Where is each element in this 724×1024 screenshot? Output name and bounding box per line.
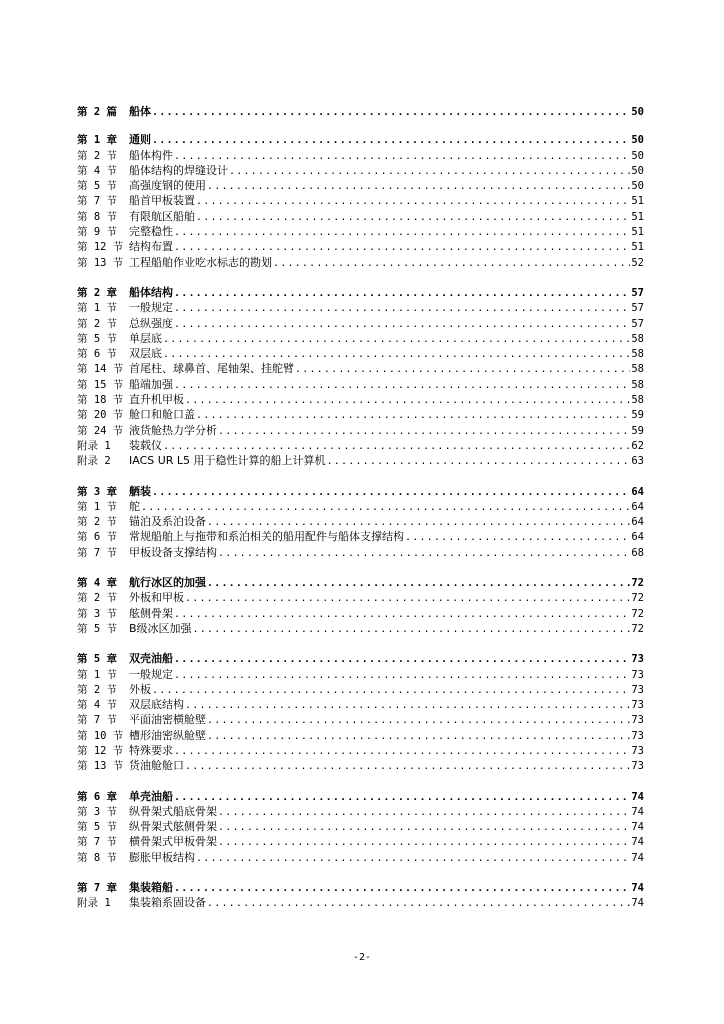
toc-entry-row[interactable]	[77, 193, 644, 208]
toc-entry-row[interactable]	[77, 895, 644, 910]
toc-heading-row[interactable]	[77, 285, 644, 300]
toc-entry-page: 58	[631, 363, 644, 376]
toc-heading-row[interactable]	[77, 104, 644, 119]
toc-entry-page: 64	[631, 531, 644, 544]
toc-entry-title: 双层底结构	[129, 698, 184, 712]
toc-entry-label: 第 18 节	[77, 394, 124, 407]
toc-entry-page: 50	[631, 134, 644, 147]
toc-dot-leader	[207, 576, 630, 590]
toc-entry-label: 第 2 章	[77, 286, 117, 299]
toc-entry-page: 51	[631, 210, 644, 223]
toc-entry-title: 总纵强度	[129, 316, 173, 330]
toc-heading-row[interactable]	[77, 789, 644, 804]
toc-entry-page: 73	[631, 760, 644, 773]
toc-entry-page: 73	[631, 683, 644, 696]
toc-entry-label: 第 2 节	[77, 149, 117, 162]
toc-entry-label: 第 5 节	[77, 332, 117, 345]
toc-entry-row[interactable]	[77, 255, 644, 270]
toc-entry-row[interactable]	[77, 392, 644, 407]
table-of-contents	[77, 104, 644, 926]
toc-dot-leader	[163, 332, 630, 346]
toc-entry-title: 完整稳性	[129, 225, 173, 239]
toc-entry-row[interactable]	[77, 316, 644, 331]
toc-entry-page: 74	[631, 821, 644, 834]
toc-entry-label: 第 13 节	[77, 760, 124, 773]
toc-entry-page: 72	[631, 577, 644, 590]
toc-entry-row[interactable]	[77, 590, 644, 605]
toc-heading-row[interactable]	[77, 651, 644, 666]
toc-entry-label: 第 4 节	[77, 699, 117, 712]
toc-entry-label: 第 7 节	[77, 546, 117, 559]
toc-entry-label: 第 8 节	[77, 851, 117, 864]
toc-group	[77, 484, 644, 560]
toc-entry-row[interactable]	[77, 819, 644, 834]
toc-heading-row[interactable]	[77, 484, 644, 499]
toc-dot-leader	[196, 194, 630, 208]
toc-entry-title: 纵骨架式船底骨架	[129, 804, 217, 818]
toc-dot-leader	[218, 835, 630, 849]
toc-entry-page: 51	[631, 195, 644, 208]
toc-entry-row[interactable]	[77, 712, 644, 727]
toc-entry-page: 59	[631, 424, 644, 437]
toc-entry-title: 结构布置	[129, 240, 173, 254]
toc-dot-leader	[207, 729, 630, 743]
toc-entry-row[interactable]	[77, 514, 644, 529]
toc-entry-label: 第 12 节	[77, 241, 124, 254]
toc-entry-title: 槽形油密纵舱壁	[129, 728, 206, 742]
toc-entry-page: 58	[631, 394, 644, 407]
toc-entry-label: 第 3 节	[77, 805, 117, 818]
toc-entry-page: 50	[631, 180, 644, 193]
toc-dot-leader	[174, 286, 630, 300]
toc-entry-label: 第 8 节	[77, 210, 117, 223]
toc-entry-label: 附录 2	[77, 455, 111, 468]
toc-dot-leader	[207, 515, 630, 529]
toc-entry-row[interactable]	[77, 331, 644, 346]
toc-dot-leader	[218, 546, 630, 560]
toc-entry-page: 74	[631, 851, 644, 864]
toc-heading-row[interactable]	[77, 575, 644, 590]
toc-dot-leader	[295, 362, 630, 376]
toc-dot-leader	[174, 790, 630, 804]
toc-entry-page: 73	[631, 714, 644, 727]
page-number: -2-	[352, 952, 372, 963]
toc-entry-row[interactable]	[77, 667, 644, 682]
toc-entry-label: 第 13 节	[77, 256, 124, 269]
toc-entry-label: 第 7 节	[77, 836, 117, 849]
toc-entry-page: 72	[631, 622, 644, 635]
toc-entry-title: 外板	[129, 682, 151, 696]
toc-dot-leader	[207, 179, 630, 193]
toc-entry-page: 52	[631, 256, 644, 269]
toc-entry-row[interactable]	[77, 178, 644, 193]
toc-heading-row[interactable]	[77, 132, 644, 147]
toc-entry-title: 船体结构的焊缝设计	[129, 163, 228, 177]
toc-entry-label: 第 5 节	[77, 821, 117, 834]
toc-entry-label: 第 6 章	[77, 790, 117, 803]
toc-entry-title: 一般规定	[129, 301, 173, 315]
toc-entry-label: 第 14 节	[77, 363, 124, 376]
toc-dot-leader	[185, 393, 630, 407]
toc-entry-label: 第 7 章	[77, 882, 117, 895]
toc-entry-title: 甲板设备支撑结构	[129, 545, 217, 559]
toc-dot-leader	[163, 439, 630, 453]
toc-entry-page: 58	[631, 332, 644, 345]
toc-dot-leader	[174, 607, 630, 621]
toc-dot-leader	[174, 149, 630, 163]
toc-dot-leader	[207, 713, 630, 727]
toc-entry-row[interactable]	[77, 438, 644, 453]
toc-dot-leader	[174, 744, 630, 758]
toc-entry-label: 第 4 节	[77, 164, 117, 177]
toc-entry-title: 单壳油船	[129, 789, 173, 803]
toc-entry-label: 第 1 节	[77, 668, 117, 681]
toc-entry-title: 船体结构	[129, 285, 173, 299]
toc-entry-label: 第 5 章	[77, 653, 117, 666]
toc-dot-leader	[218, 820, 630, 834]
toc-dot-leader	[196, 851, 630, 865]
toc-entry-label: 第 3 节	[77, 607, 117, 620]
toc-entry-row[interactable]	[77, 529, 644, 544]
toc-entry-page: 72	[631, 607, 644, 620]
toc-entry-title: 舵	[129, 499, 140, 513]
toc-entry-label: 第 7 节	[77, 195, 117, 208]
toc-entry-title: B级冰区加强	[129, 621, 192, 635]
toc-entry-label: 第 9 节	[77, 226, 117, 239]
toc-entry-page: 50	[631, 106, 644, 118]
toc-entry-title: 外板和甲板	[129, 591, 184, 605]
toc-entry-label: 第 3 章	[77, 485, 117, 498]
toc-entry-title: 工程船舶作业吃水标志的勘划	[129, 255, 272, 269]
toc-entry-row[interactable]	[77, 682, 644, 697]
toc-entry-row[interactable]	[77, 163, 644, 178]
toc-entry-page: 63	[631, 455, 644, 468]
toc-entry-label: 第 2 节	[77, 516, 117, 529]
toc-entry-row[interactable]	[77, 453, 644, 468]
toc-entry-label: 第 5 节	[77, 622, 117, 635]
toc-entry-label: 第 2 节	[77, 592, 117, 605]
toc-dot-leader	[196, 210, 630, 224]
toc-entry-row[interactable]	[77, 697, 644, 712]
toc-group	[77, 880, 644, 911]
toc-entry-page: 74	[631, 882, 644, 895]
toc-entry-title: 双壳油船	[129, 652, 173, 666]
toc-entry-title: 有限航区船舶	[129, 209, 195, 223]
toc-entry-page: 74	[631, 790, 644, 803]
toc-group	[77, 104, 644, 270]
toc-dot-leader	[174, 301, 630, 315]
toc-entry-label: 第 5 节	[77, 180, 117, 193]
toc-dot-leader	[229, 164, 630, 178]
toc-dot-leader	[405, 530, 630, 544]
toc-entry-row[interactable]	[77, 423, 644, 438]
toc-entry-row[interactable]	[77, 377, 644, 392]
toc-dot-leader	[273, 256, 630, 270]
toc-entry-page: 51	[631, 226, 644, 239]
toc-entry-page: 74	[631, 836, 644, 849]
toc-entry-row[interactable]	[77, 834, 644, 849]
toc-entry-title: 货油舱舱口	[129, 759, 184, 773]
toc-dot-leader	[152, 683, 630, 697]
toc-entry-label: 附录 1	[77, 439, 111, 452]
toc-entry-row[interactable]	[77, 850, 644, 865]
toc-entry-title: 舾装	[129, 484, 151, 498]
toc-dot-leader	[174, 317, 630, 331]
toc-entry-title: 平面油密横舱壁	[129, 713, 206, 727]
toc-entry-page: 59	[631, 409, 644, 422]
toc-group	[77, 575, 644, 636]
toc-entry-row[interactable]	[77, 407, 644, 422]
toc-dot-leader	[193, 622, 631, 636]
toc-entry-title: 船体构件	[129, 148, 173, 162]
toc-entry-title: IACS UR L5 用于稳性计算的船上计算机	[129, 454, 326, 468]
toc-dot-leader	[141, 500, 630, 514]
toc-entry-page: 74	[631, 805, 644, 818]
toc-entry-row[interactable]	[77, 148, 644, 163]
toc-entry-page: 73	[631, 699, 644, 712]
toc-entry-title: 船首甲板装置	[129, 194, 195, 208]
toc-entry-title: 纵骨架式舷侧骨架	[129, 820, 217, 834]
toc-entry-title: 舱口和舱口盖	[129, 408, 195, 422]
toc-entry-label: 第 12 节	[77, 744, 124, 757]
toc-entry-label: 第 2 篇	[77, 106, 117, 118]
toc-entry-page: 64	[631, 516, 644, 529]
toc-entry-page: 73	[631, 744, 644, 757]
toc-dot-leader	[174, 240, 630, 254]
toc-entry-page: 51	[631, 241, 644, 254]
toc-dot-leader	[185, 698, 630, 712]
toc-entry-page: 64	[631, 485, 644, 498]
toc-entry-page: 64	[631, 500, 644, 513]
toc-entry-row[interactable]	[77, 224, 644, 239]
toc-group	[77, 651, 644, 773]
toc-entry-page: 68	[631, 546, 644, 559]
toc-entry-title: 集装箱系固设备	[129, 896, 206, 910]
toc-entry-title: 首尾柱、球鼻首、尾轴架、挂舵臂	[129, 362, 294, 376]
toc-entry-title: 横骨架式甲板骨架	[129, 835, 217, 849]
toc-entry-row[interactable]	[77, 239, 644, 254]
toc-entry-row[interactable]	[77, 758, 644, 773]
toc-entry-label: 第 15 节	[77, 378, 124, 391]
toc-entry-label: 第 24 节	[77, 424, 124, 437]
toc-entry-row[interactable]	[77, 361, 644, 376]
toc-entry-row[interactable]	[77, 804, 644, 819]
toc-group	[77, 285, 644, 469]
toc-entry-title: 膨胀甲板结构	[129, 850, 195, 864]
toc-entry-row[interactable]	[77, 743, 644, 758]
toc-entry-label: 第 2 节	[77, 683, 117, 696]
toc-entry-label: 第 6 节	[77, 348, 117, 361]
toc-entry-row[interactable]	[77, 606, 644, 621]
toc-entry-label: 第 7 节	[77, 714, 117, 727]
toc-entry-page: 58	[631, 378, 644, 391]
toc-entry-label: 第 20 节	[77, 409, 124, 422]
toc-dot-leader	[163, 347, 630, 361]
toc-dot-leader	[152, 133, 630, 147]
toc-entry-page: 50	[631, 164, 644, 177]
toc-entry-page: 62	[631, 439, 644, 452]
toc-entry-page: 57	[631, 317, 644, 330]
toc-entry-page: 50	[631, 149, 644, 162]
toc-entry-label: 第 1 节	[77, 302, 117, 315]
toc-dot-leader	[185, 759, 630, 773]
toc-entry-page: 73	[631, 668, 644, 681]
toc-entry-page: 58	[631, 348, 644, 361]
toc-entry-page: 72	[631, 592, 644, 605]
toc-entry-row[interactable]	[77, 300, 644, 315]
toc-dot-leader	[174, 668, 630, 682]
toc-dot-leader	[174, 881, 630, 895]
toc-entry-title: 船端加强	[129, 377, 173, 391]
toc-entry-title: 特殊要求	[129, 743, 173, 757]
toc-entry-row[interactable]	[77, 346, 644, 361]
toc-entry-title: 常规船舶上与拖带和系泊相关的船用配件与船体支撑结构	[129, 530, 404, 544]
toc-entry-row[interactable]	[77, 499, 644, 514]
toc-entry-label: 第 6 节	[77, 531, 117, 544]
toc-entry-title: 一般规定	[129, 667, 173, 681]
toc-entry-row[interactable]	[77, 621, 644, 636]
toc-entry-label: 第 10 节	[77, 729, 124, 742]
toc-entry-title: 舷侧骨架	[129, 606, 173, 620]
toc-entry-title: 集装箱船	[129, 881, 173, 895]
toc-entry-page: 57	[631, 286, 644, 299]
toc-entry-label: 第 4 章	[77, 577, 117, 590]
toc-dot-leader	[174, 378, 630, 392]
toc-entry-title: 液货舱热力学分析	[129, 423, 217, 437]
toc-group	[77, 789, 644, 865]
toc-entry-title: 锚泊及系泊设备	[129, 515, 206, 529]
toc-heading-row[interactable]	[77, 880, 644, 895]
toc-entry-title: 单层底	[129, 331, 162, 345]
toc-entry-row[interactable]	[77, 545, 644, 560]
toc-dot-leader	[207, 896, 630, 910]
toc-entry-row[interactable]	[77, 209, 644, 224]
toc-entry-label: 第 1 节	[77, 500, 117, 513]
toc-entry-label: 第 1 章	[77, 134, 117, 147]
toc-dot-leader	[152, 485, 630, 499]
toc-entry-page: 74	[631, 897, 644, 910]
toc-dot-leader	[196, 408, 630, 422]
toc-entry-page: 73	[631, 729, 644, 742]
toc-entry-title: 航行冰区的加强	[129, 576, 206, 590]
toc-entry-title: 直升机甲板	[129, 393, 184, 407]
toc-entry-title: 装载仪	[129, 438, 162, 452]
toc-dot-leader	[152, 105, 630, 119]
toc-entry-label: 第 2 节	[77, 317, 117, 330]
toc-dot-leader	[218, 805, 630, 819]
toc-entry-page: 73	[631, 653, 644, 666]
toc-entry-title: 通则	[129, 133, 151, 147]
toc-dot-leader	[174, 652, 630, 666]
toc-dot-leader	[327, 454, 631, 468]
toc-dot-leader	[174, 225, 630, 239]
toc-entry-title: 高强度钢的使用	[129, 179, 206, 193]
toc-dot-leader	[218, 424, 630, 438]
toc-entry-page: 57	[631, 302, 644, 315]
toc-entry-title: 船体	[129, 105, 151, 118]
toc-entry-title: 双层底	[129, 347, 162, 361]
toc-entry-row[interactable]	[77, 728, 644, 743]
toc-entry-label: 附录 1	[77, 897, 111, 910]
toc-dot-leader	[185, 591, 630, 605]
